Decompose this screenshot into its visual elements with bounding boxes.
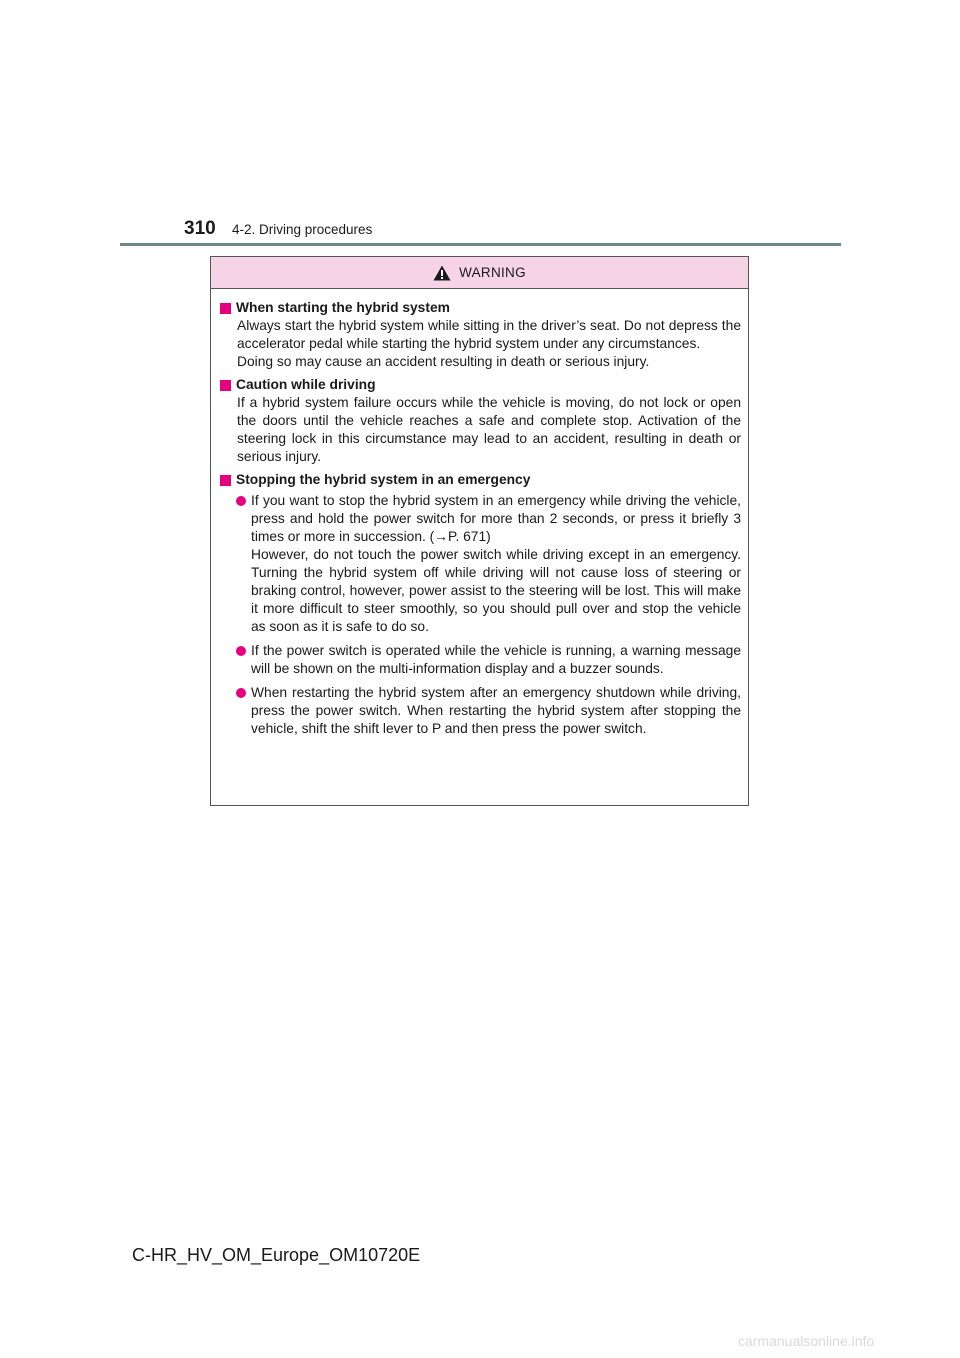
document-code: C-HR_HV_OM_Europe_OM10720E xyxy=(132,1245,421,1265)
section-caution-driving xyxy=(220,376,741,466)
section-starting xyxy=(220,299,741,371)
header-rule xyxy=(120,243,841,246)
section-heading xyxy=(220,299,741,317)
watermark-text: carmanualsonline.info xyxy=(738,1333,875,1349)
section-heading xyxy=(220,376,741,394)
paragraph: Doing so may cause an accident resulting in death or serious injury. xyxy=(237,354,650,369)
circle-bullet-icon xyxy=(236,646,246,656)
section-title: 4-2. Driving procedures xyxy=(232,222,373,237)
warning-box xyxy=(210,256,749,806)
list-item xyxy=(220,642,741,678)
circle-bullet-icon xyxy=(236,496,246,506)
page-number: 310 xyxy=(184,218,216,239)
warning-label: WARNING xyxy=(459,265,526,280)
square-bullet-icon xyxy=(220,303,231,314)
square-bullet-icon xyxy=(220,475,231,486)
section-heading xyxy=(220,471,741,489)
square-bullet-icon xyxy=(220,380,231,391)
watermark-logo xyxy=(738,1332,948,1350)
paragraph: If the power switch is operated while the vehicle is running, a warning message will be shown on the multi-information display and a buzzer sounds. xyxy=(251,643,741,676)
circle-bullet-icon xyxy=(236,688,246,698)
list-item xyxy=(220,684,741,738)
paragraph: If a hybrid system failure occurs while the vehicle is moving, do not lock or open the doors until the vehicle reaches a safe and complete stop. Activation of the steering lock in this circumstance may lead to an accident, resulting in death or serious injury. xyxy=(237,395,741,464)
paragraph: If you want to stop the hybrid system in an emergency while driving the vehicle, press and hold the power switch for more than 2 seconds, or press it briefly 3 times or more in succession. (→P. 671) xyxy=(251,493,741,544)
paragraph: When restarting the hybrid system after an emergency shutdown while driving, press the power switch. When restarting the hybrid system after stopping the vehicle, shift the shift lever to P and then press the power switch. xyxy=(251,685,741,736)
section-heading-text: Caution while driving xyxy=(236,377,376,392)
warning-body xyxy=(211,289,748,738)
section-emergency-stop xyxy=(220,471,741,738)
paragraph: However, do not touch the power switch while driving except in an emergency. Turning the hybrid system off while driving will not cause loss of steering or braking control, however, power assist to the steering will be lost. This will make it more difficult to steer smoothly, so you should pull over and stop the vehicle as soon as it is safe to do so. xyxy=(251,547,741,634)
paragraph: Always start the hybrid system while sitting in the driver’s seat. Do not depress the accelerator pedal while starting the hybrid system under any circumstances. xyxy=(237,318,741,351)
section-heading-text: When starting the hybrid system xyxy=(236,300,450,315)
warning-header xyxy=(211,257,748,289)
section-heading-text: Stopping the hybrid system in an emergency xyxy=(236,472,531,487)
list-item xyxy=(220,492,741,636)
warning-triangle-icon xyxy=(433,265,451,281)
